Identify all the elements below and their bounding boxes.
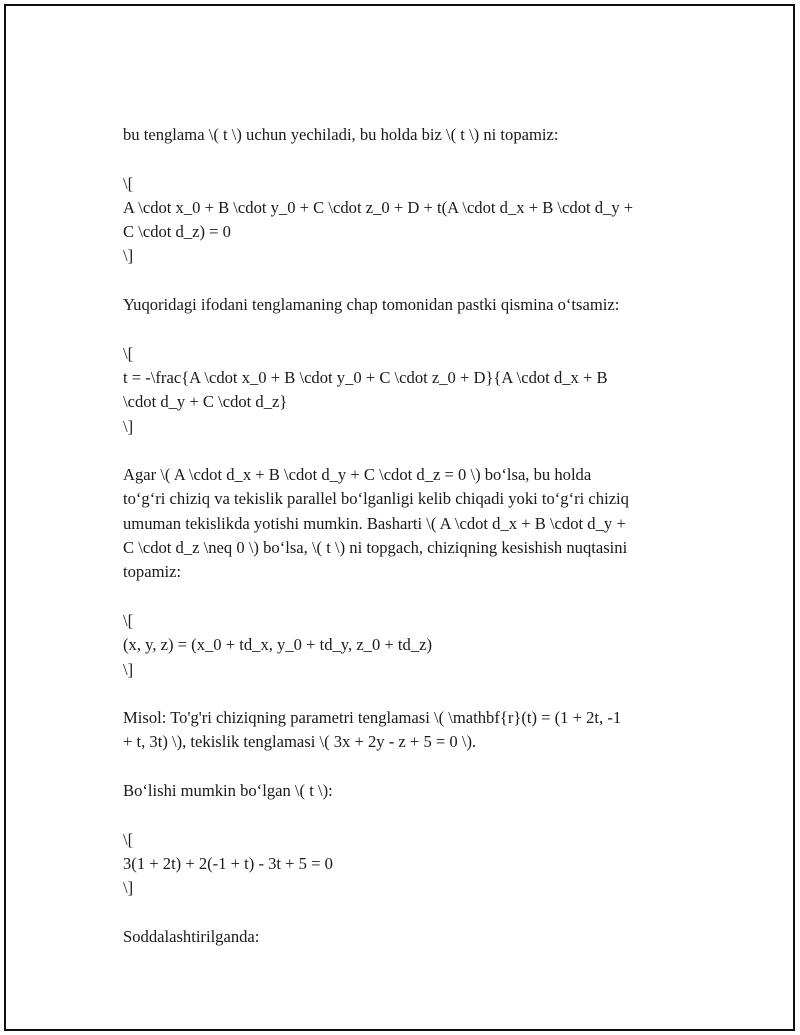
paragraph xyxy=(123,925,698,949)
page-frame xyxy=(4,4,795,1031)
text-line: \] xyxy=(123,659,134,679)
paragraph xyxy=(123,706,698,755)
text-line: \] xyxy=(123,246,134,266)
text-line: \[ xyxy=(123,829,134,849)
equation-block xyxy=(123,609,698,682)
paragraph xyxy=(123,293,698,317)
document-body xyxy=(123,123,698,973)
text-line: Yuqoridagi ifodani tenglamaning chap tomonidan pastki qismina o‘tsamiz: xyxy=(123,295,620,315)
text-line: topamiz: xyxy=(123,562,182,582)
text-line: (x, y, z) = (x_0 + td_x, y_0 + td_y, z_0 + td_z) xyxy=(123,635,433,655)
paragraph xyxy=(123,463,698,584)
text-line: C \cdot d_z) = 0 xyxy=(123,222,231,242)
text-line: \[ xyxy=(123,610,134,630)
text-line: Agar \( A \cdot d_x + B \cdot d_y + C \cdot d_z = 0 \) bo‘lsa, bu holda xyxy=(123,465,592,485)
text-line: to‘g‘ri chiziq va tekislik parallel bo‘lganligi kelib chiqadi yoki to‘g‘ri chiziq xyxy=(123,489,629,509)
text-line: Misol: To'g'ri chiziqning parametri tenglamasi \( \mathbf{r}(t) = (1 + 2t, -1 xyxy=(123,708,622,728)
equation-block xyxy=(123,342,698,439)
text-line: Soddalashtirilganda: xyxy=(123,926,260,946)
text-line: + t, 3t) \), tekislik tenglamasi \( 3x + 2y - z + 5 = 0 \). xyxy=(123,732,477,752)
text-line: \] xyxy=(123,416,134,436)
equation-block xyxy=(123,828,698,901)
paragraph xyxy=(123,779,698,803)
text-line: \cdot d_y + C \cdot d_z} xyxy=(123,392,288,412)
text-line: umuman tekislikda yotishi mumkin. Basharti \( A \cdot d_x + B \cdot d_y + xyxy=(123,513,626,533)
text-line: t = -\frac{A \cdot x_0 + B \cdot y_0 + C \cdot z_0 + D}{A \cdot d_x + B xyxy=(123,367,608,387)
text-line: 3(1 + 2t) + 2(-1 + t) - 3t + 5 = 0 xyxy=(123,853,333,873)
paragraph xyxy=(123,123,698,147)
text-line: \[ xyxy=(123,343,134,363)
equation-block xyxy=(123,172,698,269)
text-line: A \cdot x_0 + B \cdot y_0 + C \cdot z_0 + D + t(A \cdot d_x + B \cdot d_y + xyxy=(123,197,634,217)
text-line: \] xyxy=(123,878,134,898)
text-line: Bo‘lishi mumkin bo‘lgan \( t \): xyxy=(123,781,333,801)
text-line: bu tenglama \( t \) uchun yechiladi, bu holda biz \( t \) ni topamiz: xyxy=(123,125,559,144)
text-line: \[ xyxy=(123,173,134,193)
text-line: C \cdot d_z \neq 0 \) bo‘lsa, \( t \) ni topgach, chiziqning kesishish nuqtasini xyxy=(123,538,628,558)
